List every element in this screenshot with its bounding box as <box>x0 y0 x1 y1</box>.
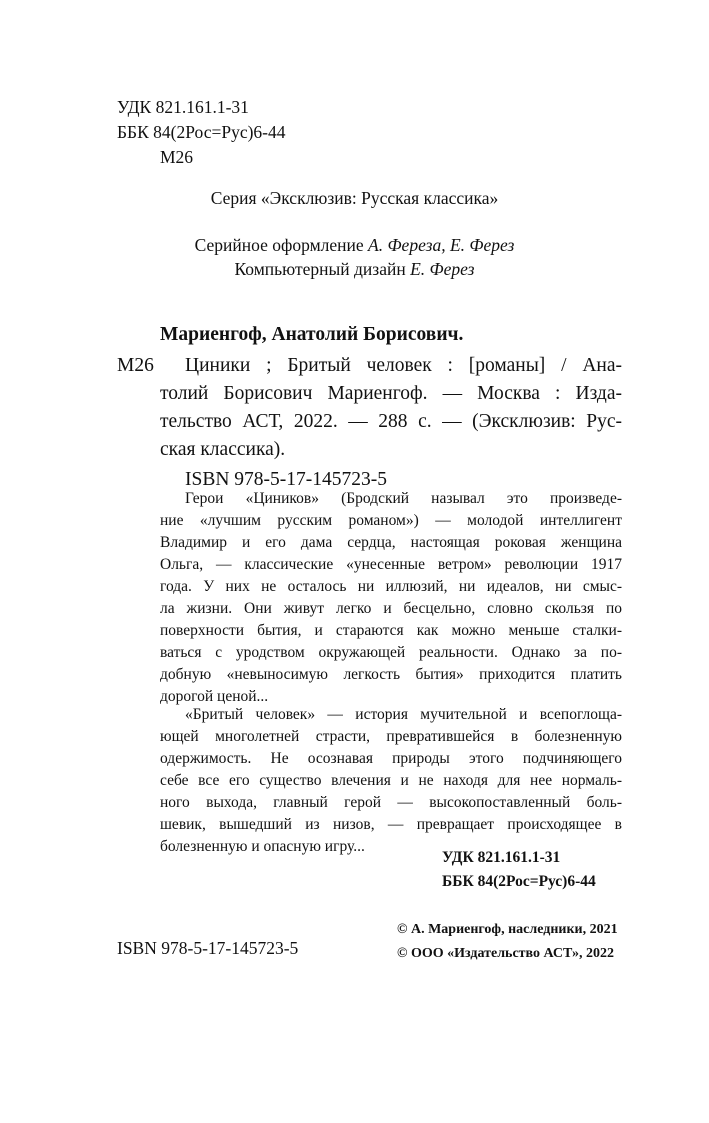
record-code: М26 <box>117 355 154 376</box>
annotation-line: ваться с уродством окружающей реальности. Однако за по- <box>160 644 622 661</box>
record-author: Мариенгоф, Анатолий Борисович. <box>160 324 464 345</box>
copyright-author: © А. Мариенгоф, наследники, 2021 <box>397 922 618 937</box>
annotation-line: поверхности бытия, и стараются как можно меньше сталки- <box>160 622 622 639</box>
annotation-line: одержимость. Не осознавая природы этого подчиняющего <box>160 750 622 767</box>
annotation-line: болезненную и опасную игру... <box>160 838 365 855</box>
annotation-line: ного выхода, главный герой — высокопоставленный боль- <box>160 794 622 811</box>
annotation-line: Ольга, — классические «унесенные ветром» революции 1917 <box>160 556 622 573</box>
serial-design-line <box>0 235 709 256</box>
annotation-line: Герои «Циников» (Бродский называл это произведе- <box>185 490 622 507</box>
udk-code: УДК 821.161.1-31 <box>117 97 249 117</box>
author-sign: М26 <box>160 147 194 167</box>
record-isbn: ISBN 978-5-17-145723-5 <box>185 469 388 490</box>
record-line: Циники ; Бритый человек : [романы] / Ана- <box>185 355 622 376</box>
annotation-line: себе все его существо влечения и не находя для нее нормаль- <box>160 772 622 789</box>
series-line: Серия «Эксклюзив: Русская классика» <box>210 188 499 208</box>
record-line: толий Борисович Мариенгоф. — Москва : Изда- <box>160 383 622 404</box>
annotation-line: добную «невыносимую легкость бытия» приходится платить <box>160 666 622 683</box>
annotation-line: «Бритый человек» — история мучительной и всепоглоща- <box>185 706 622 723</box>
computer-design-name: Е. Ферез <box>410 259 475 279</box>
annotation-line: Владимир и его дама сердца, настоящая роковая женщина <box>160 534 622 551</box>
annotation-line: ющей многолетней страсти, превратившейся в болезненную <box>160 728 622 745</box>
annotation-line: дорогой ценой... <box>160 688 269 705</box>
record-line: ская классика). <box>160 439 286 460</box>
annotation-line: шевик, вышедший из низов, — превращает происходящее в <box>160 816 622 833</box>
computer-design-label: Компьютерный дизайн <box>234 259 411 279</box>
footer-isbn: ISBN 978-5-17-145723-5 <box>117 938 299 958</box>
annotation-line: ние «лучшим русским романом») — молодой интеллигент <box>160 512 622 529</box>
bbk-code: ББК 84(2Рос=Рус)6-44 <box>117 122 286 142</box>
annotation-line: ла жизни. Они живут легко и бесцельно, словно скользя по <box>160 600 622 617</box>
serial-design-names: А. Фереза, Е. Ферез <box>368 235 515 255</box>
serial-design-label: Серийное оформление <box>194 235 369 255</box>
copyright-publisher: © ООО «Издательство АСТ», 2022 <box>397 946 615 961</box>
classification-bbk: ББК 84(2Рос=Рус)6-44 <box>442 873 596 890</box>
annotation-line: года. У них не осталось ни иллюзий, ни идеалов, ни смыс- <box>160 578 622 595</box>
classification-udk: УДК 821.161.1-31 <box>442 849 561 866</box>
computer-design-line <box>0 259 709 280</box>
record-line: тельство АСТ, 2022. — 288 с. — (Эксклюзив: Рус- <box>160 411 622 432</box>
